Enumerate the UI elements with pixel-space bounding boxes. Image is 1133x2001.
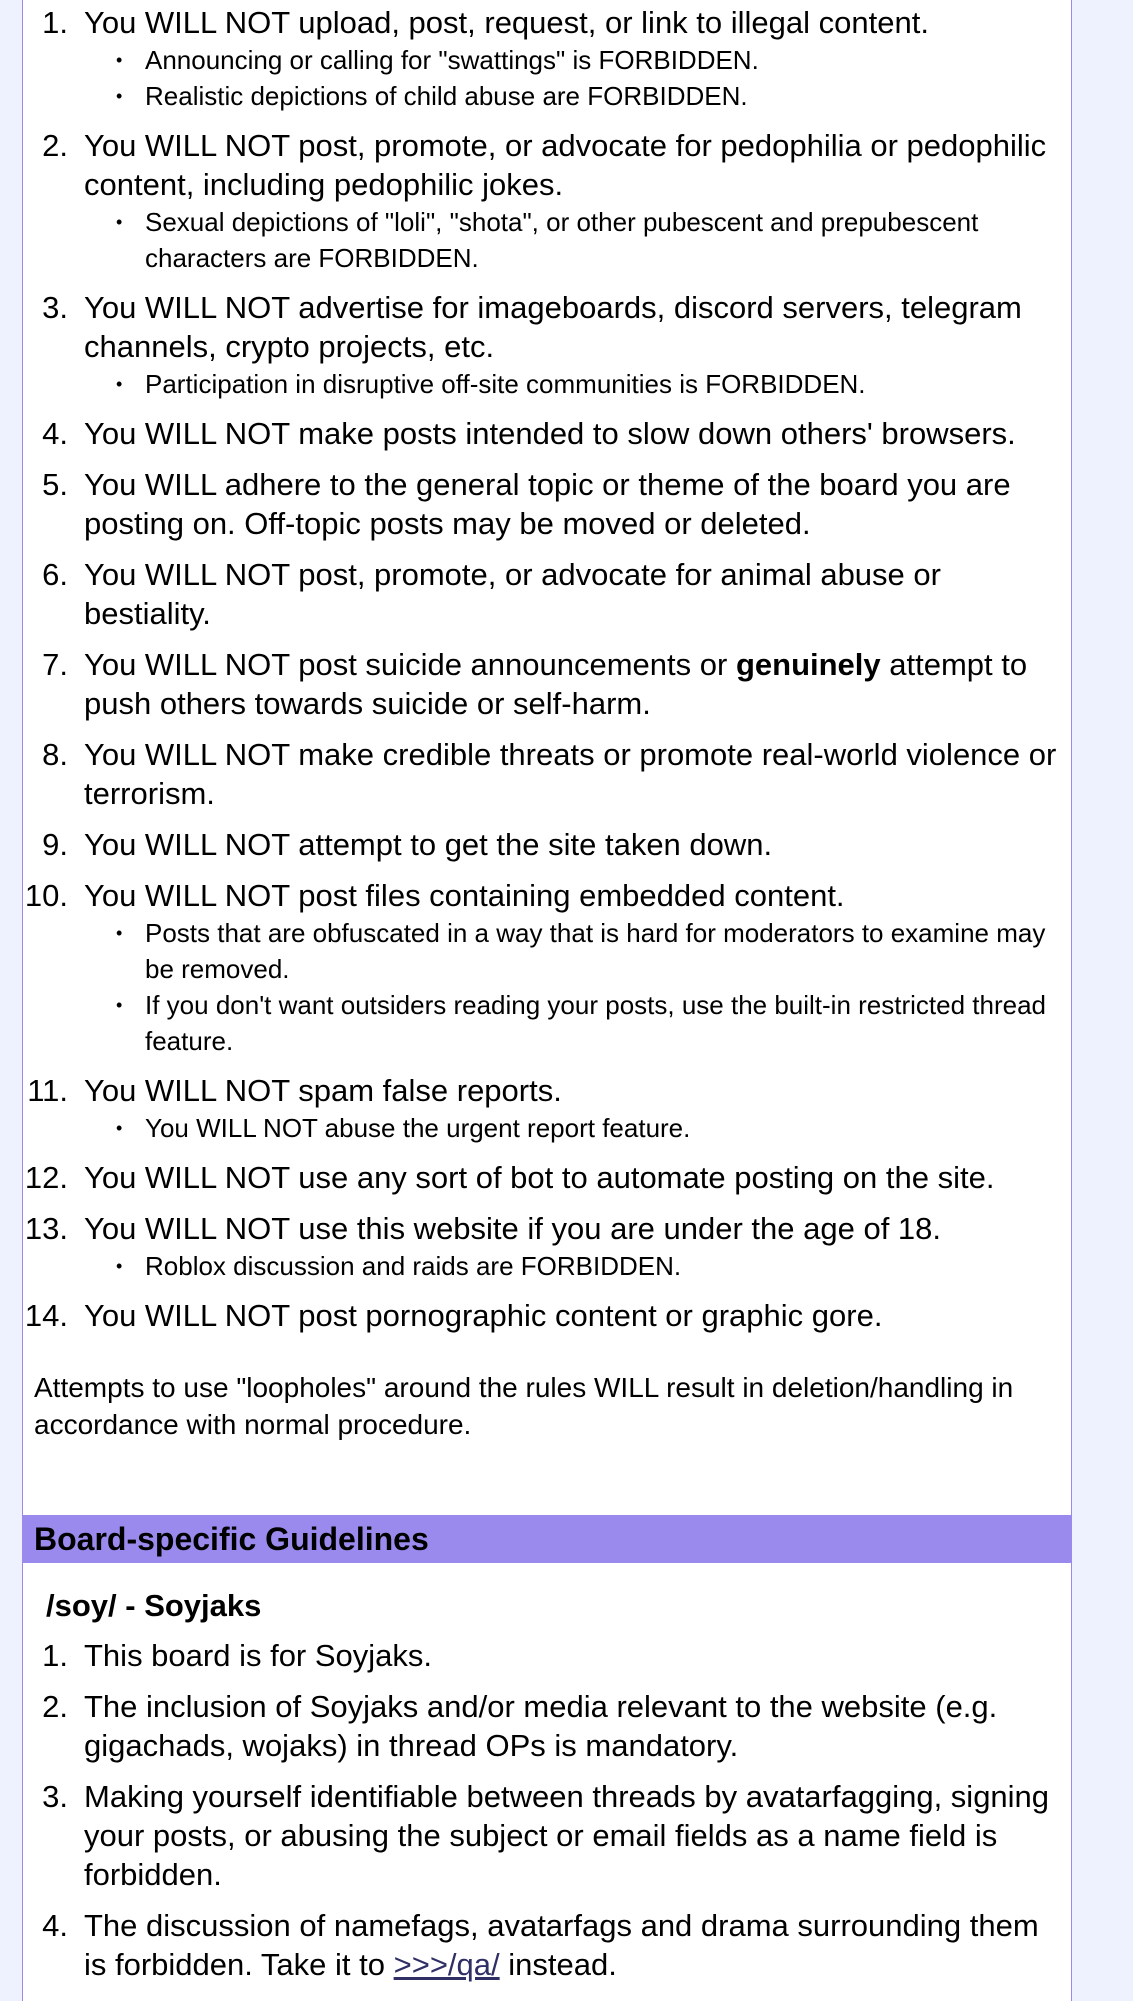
- rule-text: You WILL adhere to the general topic or theme of the board you are posting on. Off-topic posts may be moved or deleted.: [84, 467, 1011, 541]
- rule-item: [23, 735, 1071, 813]
- rule-number: 3.: [42, 290, 68, 325]
- rule-number: 5.: [42, 467, 68, 502]
- rule-number: 7.: [42, 647, 68, 682]
- rule-number: 1.: [42, 1638, 68, 1673]
- rule-number: 9.: [42, 827, 68, 862]
- board-title: /soy/ - Soyjaks: [46, 1588, 262, 1623]
- sub-rule-list: [84, 204, 1069, 276]
- rule-number: 4.: [42, 1908, 68, 1943]
- rule-text: You WILL NOT post pornographic content or graphic gore.: [84, 1298, 883, 1333]
- rule-text: You WILL NOT post, promote, or advocate for pedophilia or pedophilic content, including pedophilic jokes.: [84, 128, 1047, 202]
- rule-text: You WILL NOT use this website if you are under the age of 18.: [84, 1211, 942, 1246]
- sub-rule-item: • Announcing or calling for "swattings" is FORBIDDEN.: [84, 42, 1069, 78]
- rule-number: 6.: [42, 557, 68, 592]
- rule-item: [23, 555, 1071, 633]
- rule-item: [23, 1209, 1071, 1284]
- sub-rule-item: • Sexual depictions of "loli", "shota", or other pubescent and prepubescent characters are FORBIDDEN.: [84, 204, 1069, 276]
- rule-number: 14.: [24, 1298, 68, 1333]
- sub-rule-item: • Posts that are obfuscated in a way that is hard for moderators to examine may be removed.: [84, 915, 1069, 987]
- board-rule-item: [23, 1777, 1071, 1894]
- rule-item: [23, 1296, 1071, 1335]
- rule-text: The inclusion of Soyjaks and/or media relevant to the website (e.g. gigachads, wojaks) in thread OPs is mandatory.: [84, 1689, 998, 1763]
- rule-item: [23, 126, 1071, 276]
- rule-number: 13.: [24, 1211, 68, 1246]
- sub-rule-list: [84, 366, 1069, 402]
- qa-board-link[interactable]: >>>/qa/: [393, 1947, 500, 1982]
- sub-rule-list: [84, 1248, 1069, 1284]
- rule-item: [23, 1158, 1071, 1197]
- rule-text: You WILL NOT post, promote, or advocate for animal abuse or bestiality.: [84, 557, 941, 631]
- rule-text: You WILL NOT advertise for imageboards, discord servers, telegram channels, crypto projects, etc.: [84, 290, 1022, 364]
- rule-number: 11.: [27, 1073, 68, 1108]
- board-rules-list: [23, 1636, 1071, 1984]
- global-rules-list: [23, 3, 1071, 1335]
- rule-text-after: instead.: [499, 1947, 617, 1982]
- rule-text: You WILL NOT attempt to get the site taken down.: [84, 827, 773, 862]
- sub-rule-item: • Participation in disruptive off-site communities is FORBIDDEN.: [84, 366, 1069, 402]
- rule-item: [23, 465, 1071, 543]
- rule-item: [23, 288, 1071, 402]
- board-rule-item: [23, 1687, 1071, 1765]
- rule-text: You WILL NOT spam false reports.: [84, 1073, 562, 1108]
- rule-text-emphasis: genuinely: [735, 647, 881, 682]
- rule-item: [23, 876, 1071, 1059]
- rule-text: You WILL NOT make posts intended to slow down others' browsers.: [84, 416, 1016, 451]
- board-guidelines: [23, 1586, 1071, 1996]
- sub-rule-list: [84, 1110, 1069, 1146]
- loophole-notice: Attempts to use "loopholes" around the rules WILL result in deletion/handling in accordance with normal procedure.: [34, 1372, 1014, 1440]
- rule-number: 4.: [42, 416, 68, 451]
- sub-rule-item: • Realistic depictions of child abuse are FORBIDDEN.: [84, 78, 1069, 114]
- board-rule-item: [23, 1906, 1071, 1984]
- rule-item: [23, 3, 1071, 114]
- sub-rule-item: • If you don't want outsiders reading your posts, use the built-in restricted thread feature.: [84, 987, 1069, 1059]
- rule-number: 3.: [42, 1779, 68, 1814]
- rule-item: [23, 825, 1071, 864]
- sub-rule-item: • Roblox discussion and raids are FORBIDDEN.: [84, 1248, 1069, 1284]
- rule-text: This board is for Soyjaks.: [84, 1638, 433, 1673]
- rule-text: You WILL NOT post files containing embedded content.: [84, 878, 845, 913]
- rule-number: 10.: [24, 878, 68, 913]
- board-rule-item: [23, 1636, 1071, 1675]
- rule-item: [23, 1071, 1071, 1146]
- sub-rule-list: [84, 915, 1069, 1059]
- board-guidelines-header: Board-specific Guidelines: [23, 1515, 1071, 1563]
- rule-text-after: attempt to push others towards suicide or self-harm.: [84, 647, 1028, 721]
- rule-number: 2.: [42, 1689, 68, 1724]
- rule-number: 1.: [42, 5, 68, 40]
- rule-item: [23, 645, 1071, 723]
- rule-text: You WILL NOT use any sort of bot to automate posting on the site.: [84, 1160, 995, 1195]
- rule-text-before: You WILL NOT post suicide announcements or: [84, 647, 736, 682]
- rule-text: You WILL NOT make credible threats or promote real-world violence or terrorism.: [84, 737, 1057, 811]
- rule-number: 12.: [24, 1160, 68, 1195]
- rule-text: Making yourself identifiable between threads by avatarfagging, signing your posts, or abusing the subject or email fields as a name field is forbidden.: [84, 1779, 1050, 1892]
- rule-number: 2.: [42, 128, 68, 163]
- sub-rule-list: [84, 42, 1069, 114]
- sub-rule-item: • You WILL NOT abuse the urgent report feature.: [84, 1110, 1069, 1146]
- rule-text-before: The discussion of namefags, avatarfags and drama surrounding them is forbidden. Take it to: [84, 1908, 1039, 1982]
- rules-panel: [22, 0, 1072, 2001]
- rule-item: [23, 414, 1071, 453]
- rule-text: You WILL NOT upload, post, request, or link to illegal content.: [84, 5, 929, 40]
- rule-number: 8.: [42, 737, 68, 772]
